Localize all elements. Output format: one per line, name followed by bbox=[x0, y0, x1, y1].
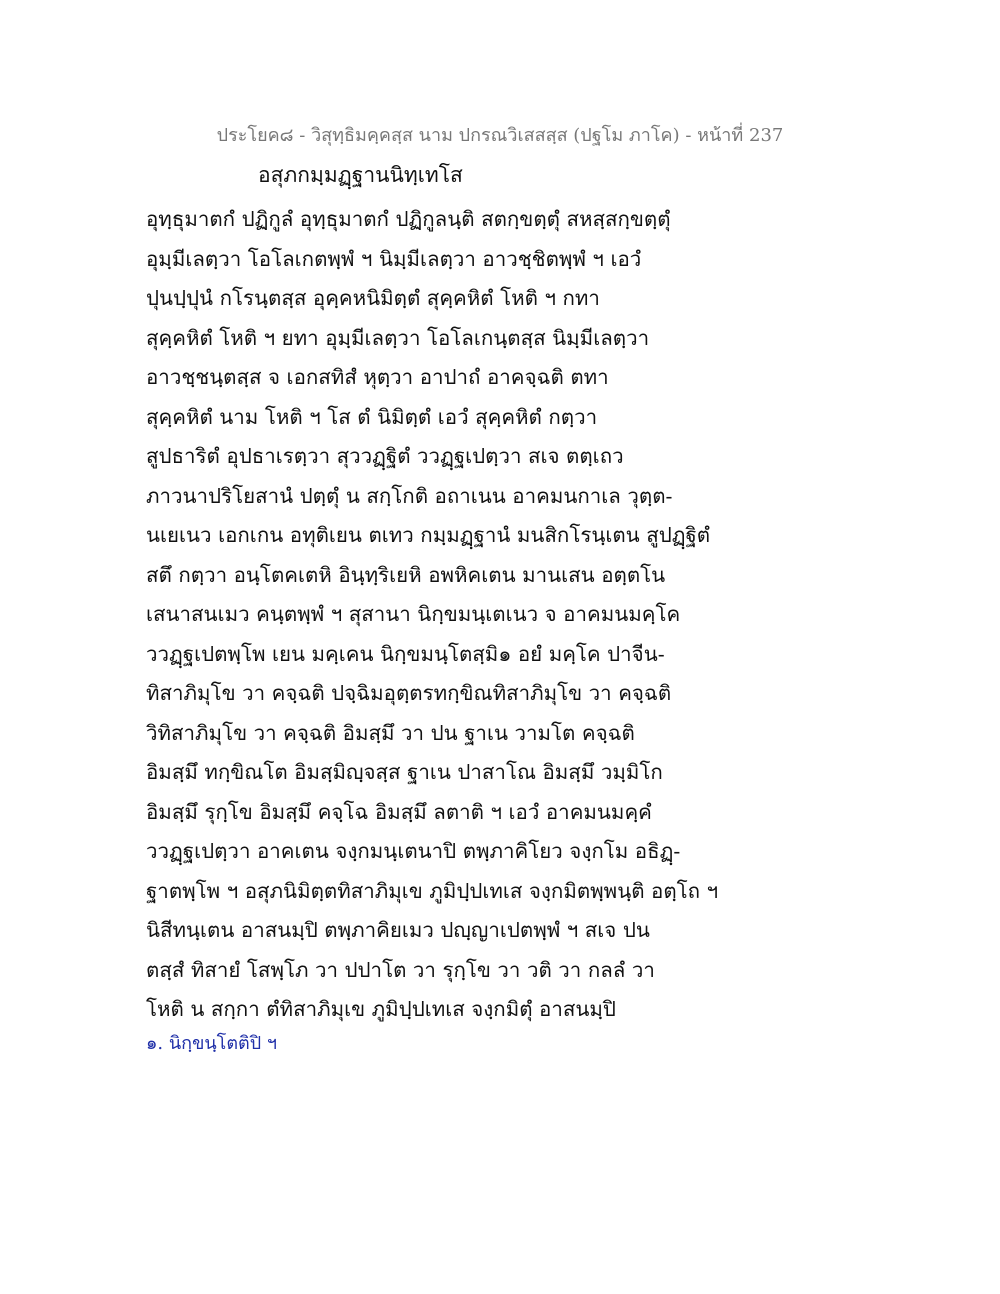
text-line: อาวชฺชนฺตสฺส จ เอกสทิสํ หุตฺวา อาปาถํ อาคจฺฉติ ตทา bbox=[146, 365, 609, 389]
running-header: ประโยค๘ - วิสุทฺธิมคฺคสฺส นาม ปกรณวิเสสสฺส (ปฐโม ภาโค) - หน้าที่ 237 bbox=[216, 125, 784, 146]
text-line: อิมสฺมึ ทกฺขิณโต อิมสฺมิญฺจสฺส ฐาเน ปาสาโณ อิมสฺมึ วมฺมิโก bbox=[146, 760, 663, 784]
text-line: โหติ น สกฺกา ตํทิสาภิมุเข ภูมิปฺปเทเส จงฺกมิตุํ อาสนมฺปิ bbox=[146, 997, 616, 1021]
text-line: อุมฺมีเลตฺวา โอโลเกตพฺพํ ฯ นิมฺมีเลตฺวา อาวชฺชิตพฺพํ ฯ เอวํ bbox=[146, 246, 642, 271]
text-line: นิสีทนฺเตน อาสนมฺปิ ตพฺภาคิยเมว ปญฺญาเปตพฺพํ ฯ สเจ ปน bbox=[146, 918, 650, 942]
text-line: ววฏฺฐเปตฺวา อาคเตน จงฺกมนฺเตนาปิ ตพฺภาคิโยว จงฺกโม อธิฏฺ- bbox=[146, 839, 681, 863]
text-line: ภาวนาปริโยสานํ ปตฺตุํ น สกฺโกติ อถาเนน อาคมนกาเล วุตฺต- bbox=[146, 483, 673, 508]
text-line: เสนาสนเมว คนฺตพฺพํ ฯ สุสานา นิกฺขมนฺเตเนว จ อาคมนมคฺโค bbox=[146, 602, 681, 626]
text-line: ทิสาภิมุโข วา คจฺฉติ ปจฺฉิมอุตฺตรทกฺขิณทิสาภิมุโข วา คจฺฉติ bbox=[146, 681, 672, 705]
text-line: ตสฺสํ ทิสายํ โสพฺโภ วา ปปาโต วา รุกฺโข วา วติ วา กลลํ วา bbox=[146, 957, 655, 982]
text-line: วิทิสาภิมุโข วา คจฺฉติ อิมสฺมึ วา ปน ฐาเน วามโต คจฺฉติ bbox=[146, 720, 635, 745]
text-line: นเยเนว เอกเกน อทุติเยน ตเทว กมฺมฏฺฐานํ มนสิกโรนฺเตน สูปฏฺฐิตํ bbox=[146, 523, 711, 547]
text-line: อิมสฺมึ รุกฺโข อิมสฺมึ คจฺโฉ อิมสฺมึ ลตาติ ฯ เอวํ อาคมนมคฺคํ bbox=[146, 799, 652, 824]
footnote: ๑. นิกฺขนฺโตติปิ ฯ bbox=[146, 1033, 277, 1054]
text-line: สุคฺคหิตํ โหติ ฯ ยทา อุมฺมีเลตฺวา โอโลเกนฺตสฺส นิมฺมีเลตฺวา bbox=[146, 325, 650, 350]
text-line: ปุนปฺปุนํ กโรนฺตสฺส อุคฺคหนิมิตฺตํ สุคฺคหิตํ โหติ ฯ กทา bbox=[146, 286, 600, 310]
text-line: สตึ กตฺวา อนฺโตคเตหิ อินฺทฺริเยหิ อพหิคเตน มานเสน อตฺตโน bbox=[146, 562, 666, 587]
text-line: อุทฺธุมาตกํ ปฏิกูลํ อุทฺธุมาตกํ ปฏิกูลนฺติ สตกฺขตฺตุํ สหสฺสกฺขตฺตุํ bbox=[146, 207, 671, 231]
text-line: ฐาตพฺโพ ฯ อสุภนิมิตฺตทิสาภิมุเข ภูมิปฺปเทเส จงฺกมิตพฺพนฺติ อตฺโถ ฯ bbox=[146, 878, 719, 903]
text-line: ววฏฺฐเปตพฺโพ เยน มคฺเคน นิกฺขมนฺโตสฺมิ๑ อยํ มคฺโค ปาจีน- bbox=[146, 641, 665, 666]
text-line: สูปธาริตํ อุปธาเรตฺวา สุววฏฺฐิตํ ววฏฺฐเปตฺวา สเจ ตตฺเถว bbox=[146, 444, 624, 468]
section-heading: อสุภกมฺมฏฺฐานนิทฺเทโส bbox=[258, 163, 463, 187]
text-line: สุคฺคหิตํ นาม โหติ ฯ โส ตํ นิมิตฺตํ เอวํ สุคฺคหิตํ กตฺวา bbox=[146, 404, 598, 429]
body-text bbox=[146, 200, 866, 1030]
